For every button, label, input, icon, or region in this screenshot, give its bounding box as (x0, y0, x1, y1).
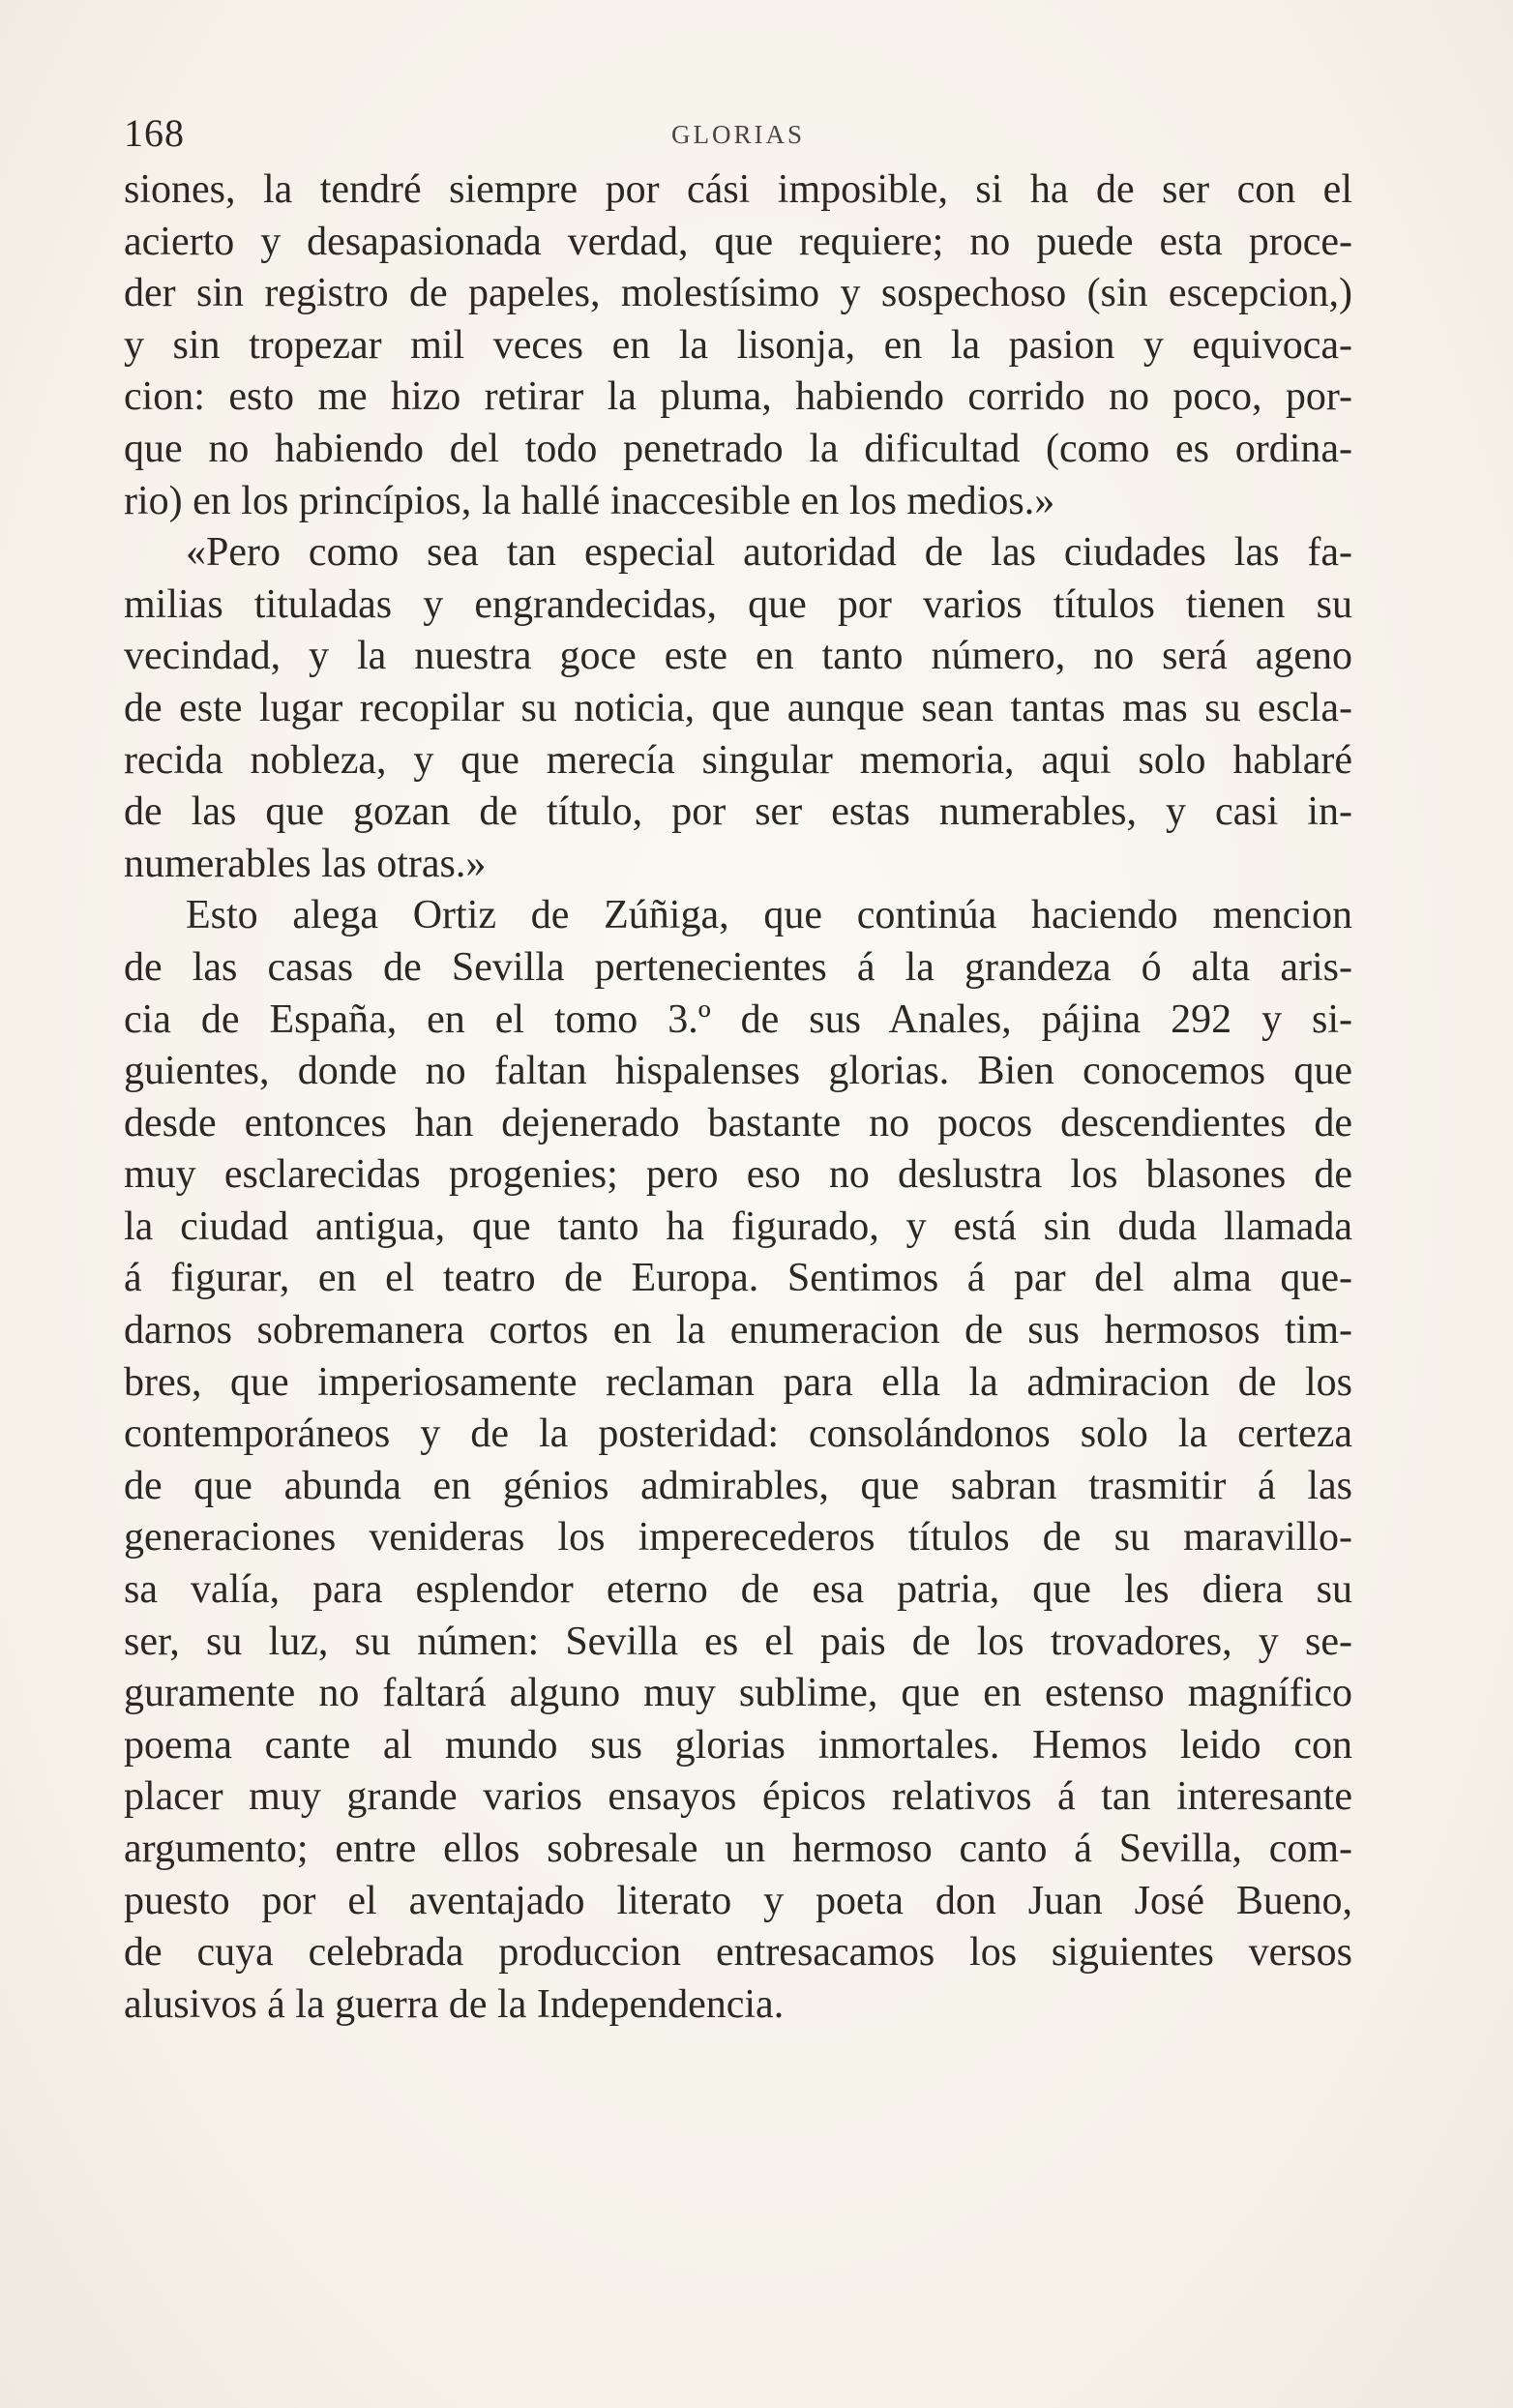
text-line: de las casas de Sevilla pertenecientes á la grandeza ó alta aris- (124, 944, 1352, 990)
paragraph (124, 527, 1352, 890)
text-line: argumento; entre ellos sobresale un hermoso canto á Sevilla, com- (124, 1827, 1352, 1871)
page-header (124, 111, 1352, 155)
text-line: numerables las otras.» (124, 841, 487, 886)
text-line: que no habiendo del todo penetrado la dificultad (como es ordina- (124, 426, 1352, 471)
text-line: alusivos á la guerra de la Independencia. (124, 1981, 785, 2027)
text-line: cion: esto me hizo retirar la pluma, habiendo corrido no poco, por- (124, 374, 1352, 420)
text-line: muy esclarecidas progenies; pero eso no deslustra los blasones de (124, 1152, 1352, 1198)
text-line: guramente no faltará alguno muy sublime, que en estenso magnífico (124, 1671, 1352, 1716)
paragraph (124, 164, 1352, 527)
text-line: á figurar, en el teatro de Europa. Sentimos á par del alma que- (124, 1256, 1352, 1301)
page-number: 168 (124, 111, 185, 155)
text-line: darnos sobremanera cortos en la enumeracion de sus hermosos tim- (124, 1308, 1352, 1353)
text-line: acierto y desapasionada verdad, que requiere; no puede esta proce- (124, 219, 1352, 264)
text-line: puesto por el aventajado literato y poeta don Juan José Bueno, (124, 1878, 1352, 1923)
text-line: «Pero como sea tan especial autoridad de las ciudades las fa- (186, 530, 1352, 576)
text-line: placer muy grande varios ensayos épicos relativos á tan interesante (124, 1774, 1352, 1820)
body-text (124, 164, 1352, 2031)
text-line: de las que gozan de título, por ser estas numerables, y casi in- (124, 789, 1352, 835)
text-line: milias tituladas y engrandecidas, que por varios títulos tienen su (124, 581, 1352, 627)
text-line: sa valía, para esplendor eterno de esa patria, que les diera su (124, 1567, 1352, 1613)
text-line: der sin registro de papeles, molestísimo y sospechoso (sin escepcion,) (124, 271, 1352, 316)
text-line: bres, que imperiosamente reclaman para ella la admiracion de los (124, 1359, 1352, 1405)
text-line: siones, la tendré siempre por cási imposible, si ha de ser con el (124, 167, 1352, 212)
text-line: guientes, donde no faltan hispalenses glorias. Bien conocemos que (124, 1049, 1352, 1094)
text-line: ser, su luz, su númen: Sevilla es el pais de los trovadores, y se- (124, 1619, 1352, 1664)
text-line: poema cante al mundo sus glorias inmortales. Hemos leido con (124, 1722, 1352, 1768)
paragraph (124, 890, 1352, 2031)
text-line: contemporáneos y de la posteridad: consolándonos solo la certeza (124, 1412, 1352, 1457)
running-head: GLORIAS (670, 120, 805, 149)
text-line: Esto alega Ortiz de Zúñiga, que continúa haciendo mencion (186, 893, 1352, 938)
text-line: la ciudad antigua, que tanto ha figurado, y está sin duda llamada (124, 1204, 1352, 1249)
text-line: rio) en los princípios, la hallé inaccesible en los medios.» (124, 478, 1055, 523)
text-line: de que abunda en génios admirables, que sabran trasmitir á las (124, 1463, 1352, 1508)
text-line: de este lugar recopilar su noticia, que aunque sean tantas mas su escla- (124, 685, 1352, 730)
text-line: cia de España, en el tomo 3.º de sus Anales, pájina 292 y si- (124, 996, 1352, 1042)
text-line: de cuya celebrada produccion entresacamos los siguientes versos (124, 1930, 1352, 1976)
text-line: desde entonces han dejenerado bastante no pocos descendientes de (124, 1100, 1352, 1145)
text-line: recida nobleza, y que merecía singular memoria, aqui solo hablaré (124, 737, 1352, 783)
text-line: generaciones venideras los imperecederos títulos de su maravillo- (124, 1515, 1352, 1561)
text-line: vecindad, y la nuestra goce este en tanto número, no será ageno (124, 634, 1352, 679)
text-line: y sin tropezar mil veces en la lisonja, en la pasion y equivoca- (124, 322, 1352, 368)
